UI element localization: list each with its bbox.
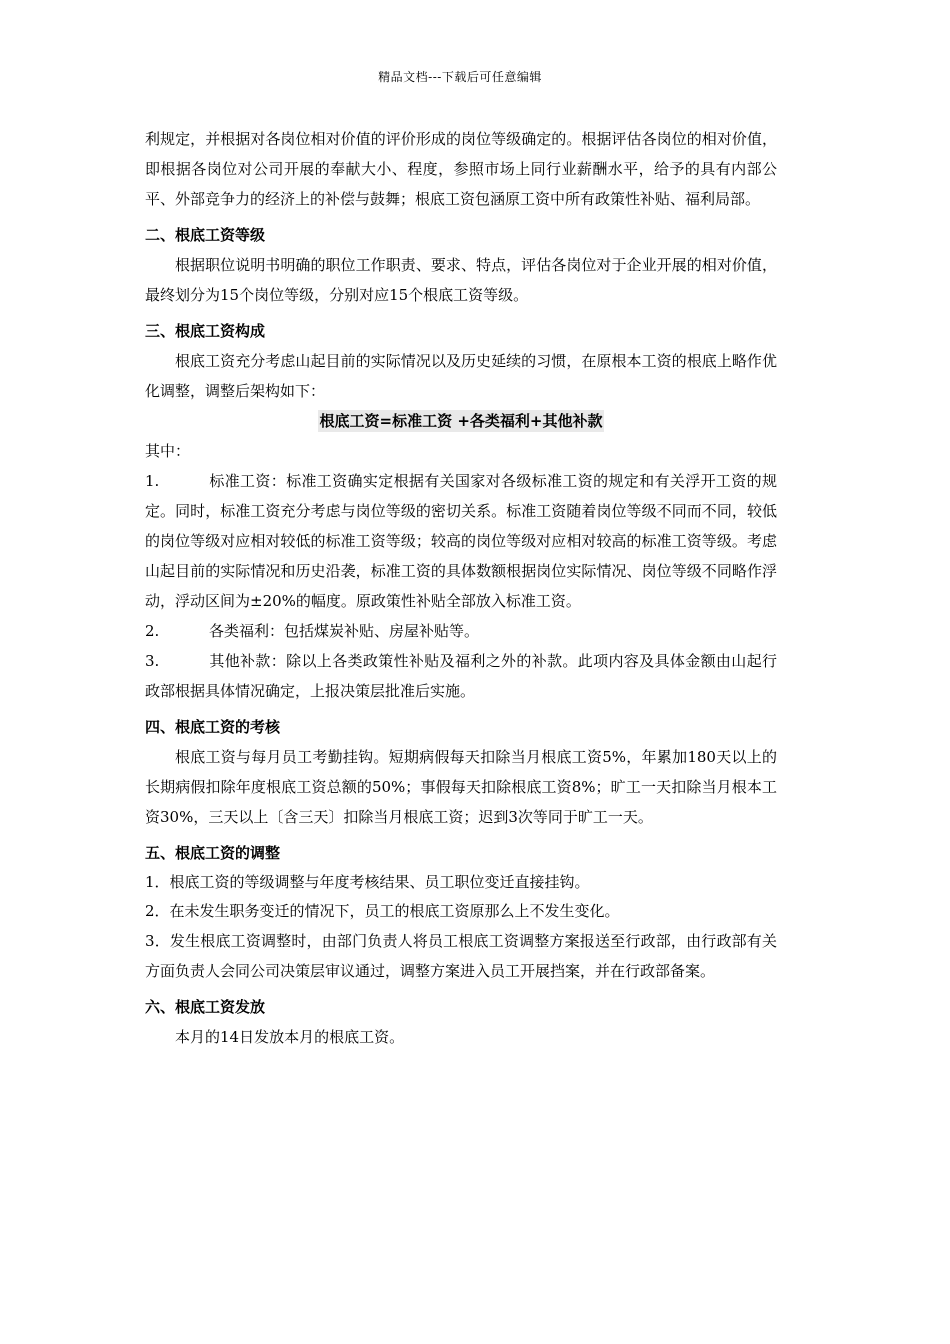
section-heading-2: 二、根底工资等级 [145, 226, 266, 244]
list-item-text: 各类福利：包括煤炭补贴、房屋补贴等。 [209, 622, 480, 640]
adjustment-item: 1．根底工资的等级调整与年度考核结果、员工职位变迁直接挂钩。 [145, 873, 590, 891]
section-heading-5: 五、根底工资的调整 [145, 844, 281, 862]
list-item [145, 466, 777, 616]
section-2-body: 根据职位说明书明确的职位工作职责、要求、特点，评估各岗位对于企业开展的相对价值，最终划分为15个岗位等级，分别对应15个根底工资等级。 [145, 256, 777, 304]
list-item-number: 3. [145, 652, 160, 670]
list-item-number: 2. [145, 622, 160, 640]
page-header: 精品文档---下载后可任意编辑 [378, 70, 542, 84]
section-heading-3: 三、根底工资构成 [145, 322, 266, 340]
list-item-number: 1. [145, 472, 160, 490]
adjustment-item: 2．在未发生职务变迁的情况下，员工的根底工资原那么上不发生变化。 [145, 902, 620, 920]
section-4-body: 根底工资与每月员工考勤挂钩。短期病假每天扣除当月根底工资5%，年累加180天以上的长期病假扣除年度根底工资总额的50%；事假每天扣除根底工资8%；旷工一天扣除当月根本工资30%，三天以上〔含三天〕扣除当月根底工资；迟到3次等同于旷工一天。 [145, 748, 777, 826]
section-3-body: 根底工资充分考虑山起目前的实际情况以及历史延续的习惯，在原根本工资的根底上略作优化调整，调整后架构如下： [145, 352, 777, 400]
document-body [145, 124, 777, 1052]
list-item [145, 616, 777, 646]
list-item-text: 其他补款：除以上各类政策性补贴及福利之外的补款。此项内容及具体金额由山起行政部根据具体情况确定，上报决策层批准后实施。 [145, 652, 777, 700]
section-heading-4: 四、根底工资的考核 [145, 718, 281, 736]
intro-paragraph: 利规定，并根据对各岗位相对价值的评价形成的岗位等级确定的。根据评估各岗位的相对价值，即根据各岗位对公司开展的奉献大小、程度，参照市场上同行业薪酬水平，给予的具有内部公平、外部竞争力的经济上的补偿与鼓舞；根底工资包涵原工资中所有政策性补贴、福利局部。 [145, 130, 777, 208]
among-label: 其中： [145, 442, 191, 460]
list-item-text: 标准工资：标准工资确实定根据有关国家对各级标准工资的规定和有关浮开工资的规定。同时，标准工资充分考虑与岗位等级的密切关系。标准工资随着岗位等级不同而不同，较低的岗位等级对应相对较低的标准工资等级；较高的岗位等级对应相对较高的标准工资等级。考虑山起目前的实际情况和历史沿袭，标准工资的具体数额根据岗位实际情况、岗位等级不同略作浮动，浮动区间为±20%的幅度。原政策性补贴全部放入标准工资。 [145, 472, 777, 610]
section-6-body: 本月的14日发放本月的根底工资。 [175, 1028, 405, 1046]
section-heading-6: 六、根底工资发放 [145, 998, 266, 1016]
formula-line [145, 406, 777, 436]
list-item [145, 646, 777, 706]
salary-formula: 根底工资=标准工资 +各类福利+其他补款 [319, 412, 603, 430]
adjustment-item: 3．发生根底工资调整时，由部门负责人将员工根底工资调整方案报送至行政部，由行政部有关方面负责人会同公司决策层审议通过，调整方案进入员工开展挡案，并在行政部备案。 [145, 932, 777, 980]
